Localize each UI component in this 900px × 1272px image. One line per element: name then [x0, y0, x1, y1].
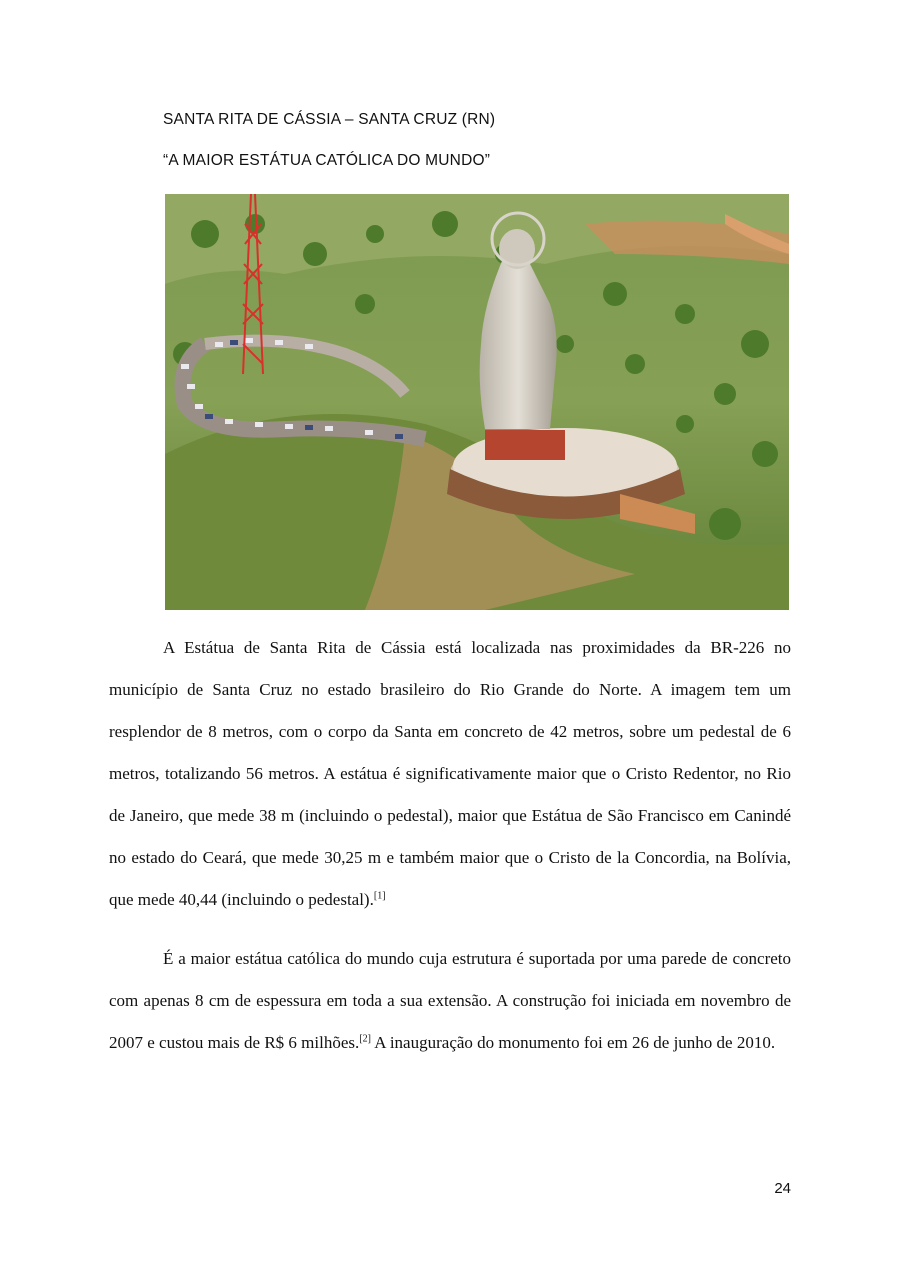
document-heading: SANTA RITA DE CÁSSIA – SANTA CRUZ (RN): [163, 111, 496, 128]
footnote-ref-2[interactable]: [2]: [359, 1033, 371, 1045]
footnote-ref-1[interactable]: [1]: [373, 890, 386, 902]
page-number: 24: [774, 1180, 791, 1197]
document-subheading: “A MAIOR ESTÁTUA CATÓLICA DO MUNDO”: [163, 152, 491, 169]
paragraph-2: [109, 938, 791, 1064]
paragraph-1-text: A Estátua de Santa Rita de Cássia está localizada nas proximidades da BR-226 no município de Santa Cruz no estado brasileiro do Rio Grande do Norte. A imagem tem um resplendor de 8 metros, com o corpo da Santa em concreto de 42 metros, sobre um pedestal de 6 metros, totalizando 56 metros. A estátua é significativamente maior que o Cristo Redentor, no Rio de Janeiro, que mede 38 m (incluindo o pedestal), maior que Estátua de São Francisco em Canindé no estado do Ceará, que mede 30,25 m e também maior que o Cristo de la Concordia, na Bolívia, que mede 40,44 (incluindo o pedestal).: [109, 638, 791, 909]
statue-aerial-photo: [165, 194, 789, 610]
paragraph-2-text-end: A inauguração do monumento foi em 26 de junho de 2010.: [370, 1033, 776, 1052]
paragraph-2-text: É a maior estátua católica do mundo cuja estrutura é suportada por uma parede de concreto com apenas 8 cm de espessura em toda a sua extensão. A construção foi iniciada em novembro de 2007 e custou mais de R$ 6 milhões.: [109, 949, 791, 1052]
paragraph-1: [109, 627, 791, 921]
